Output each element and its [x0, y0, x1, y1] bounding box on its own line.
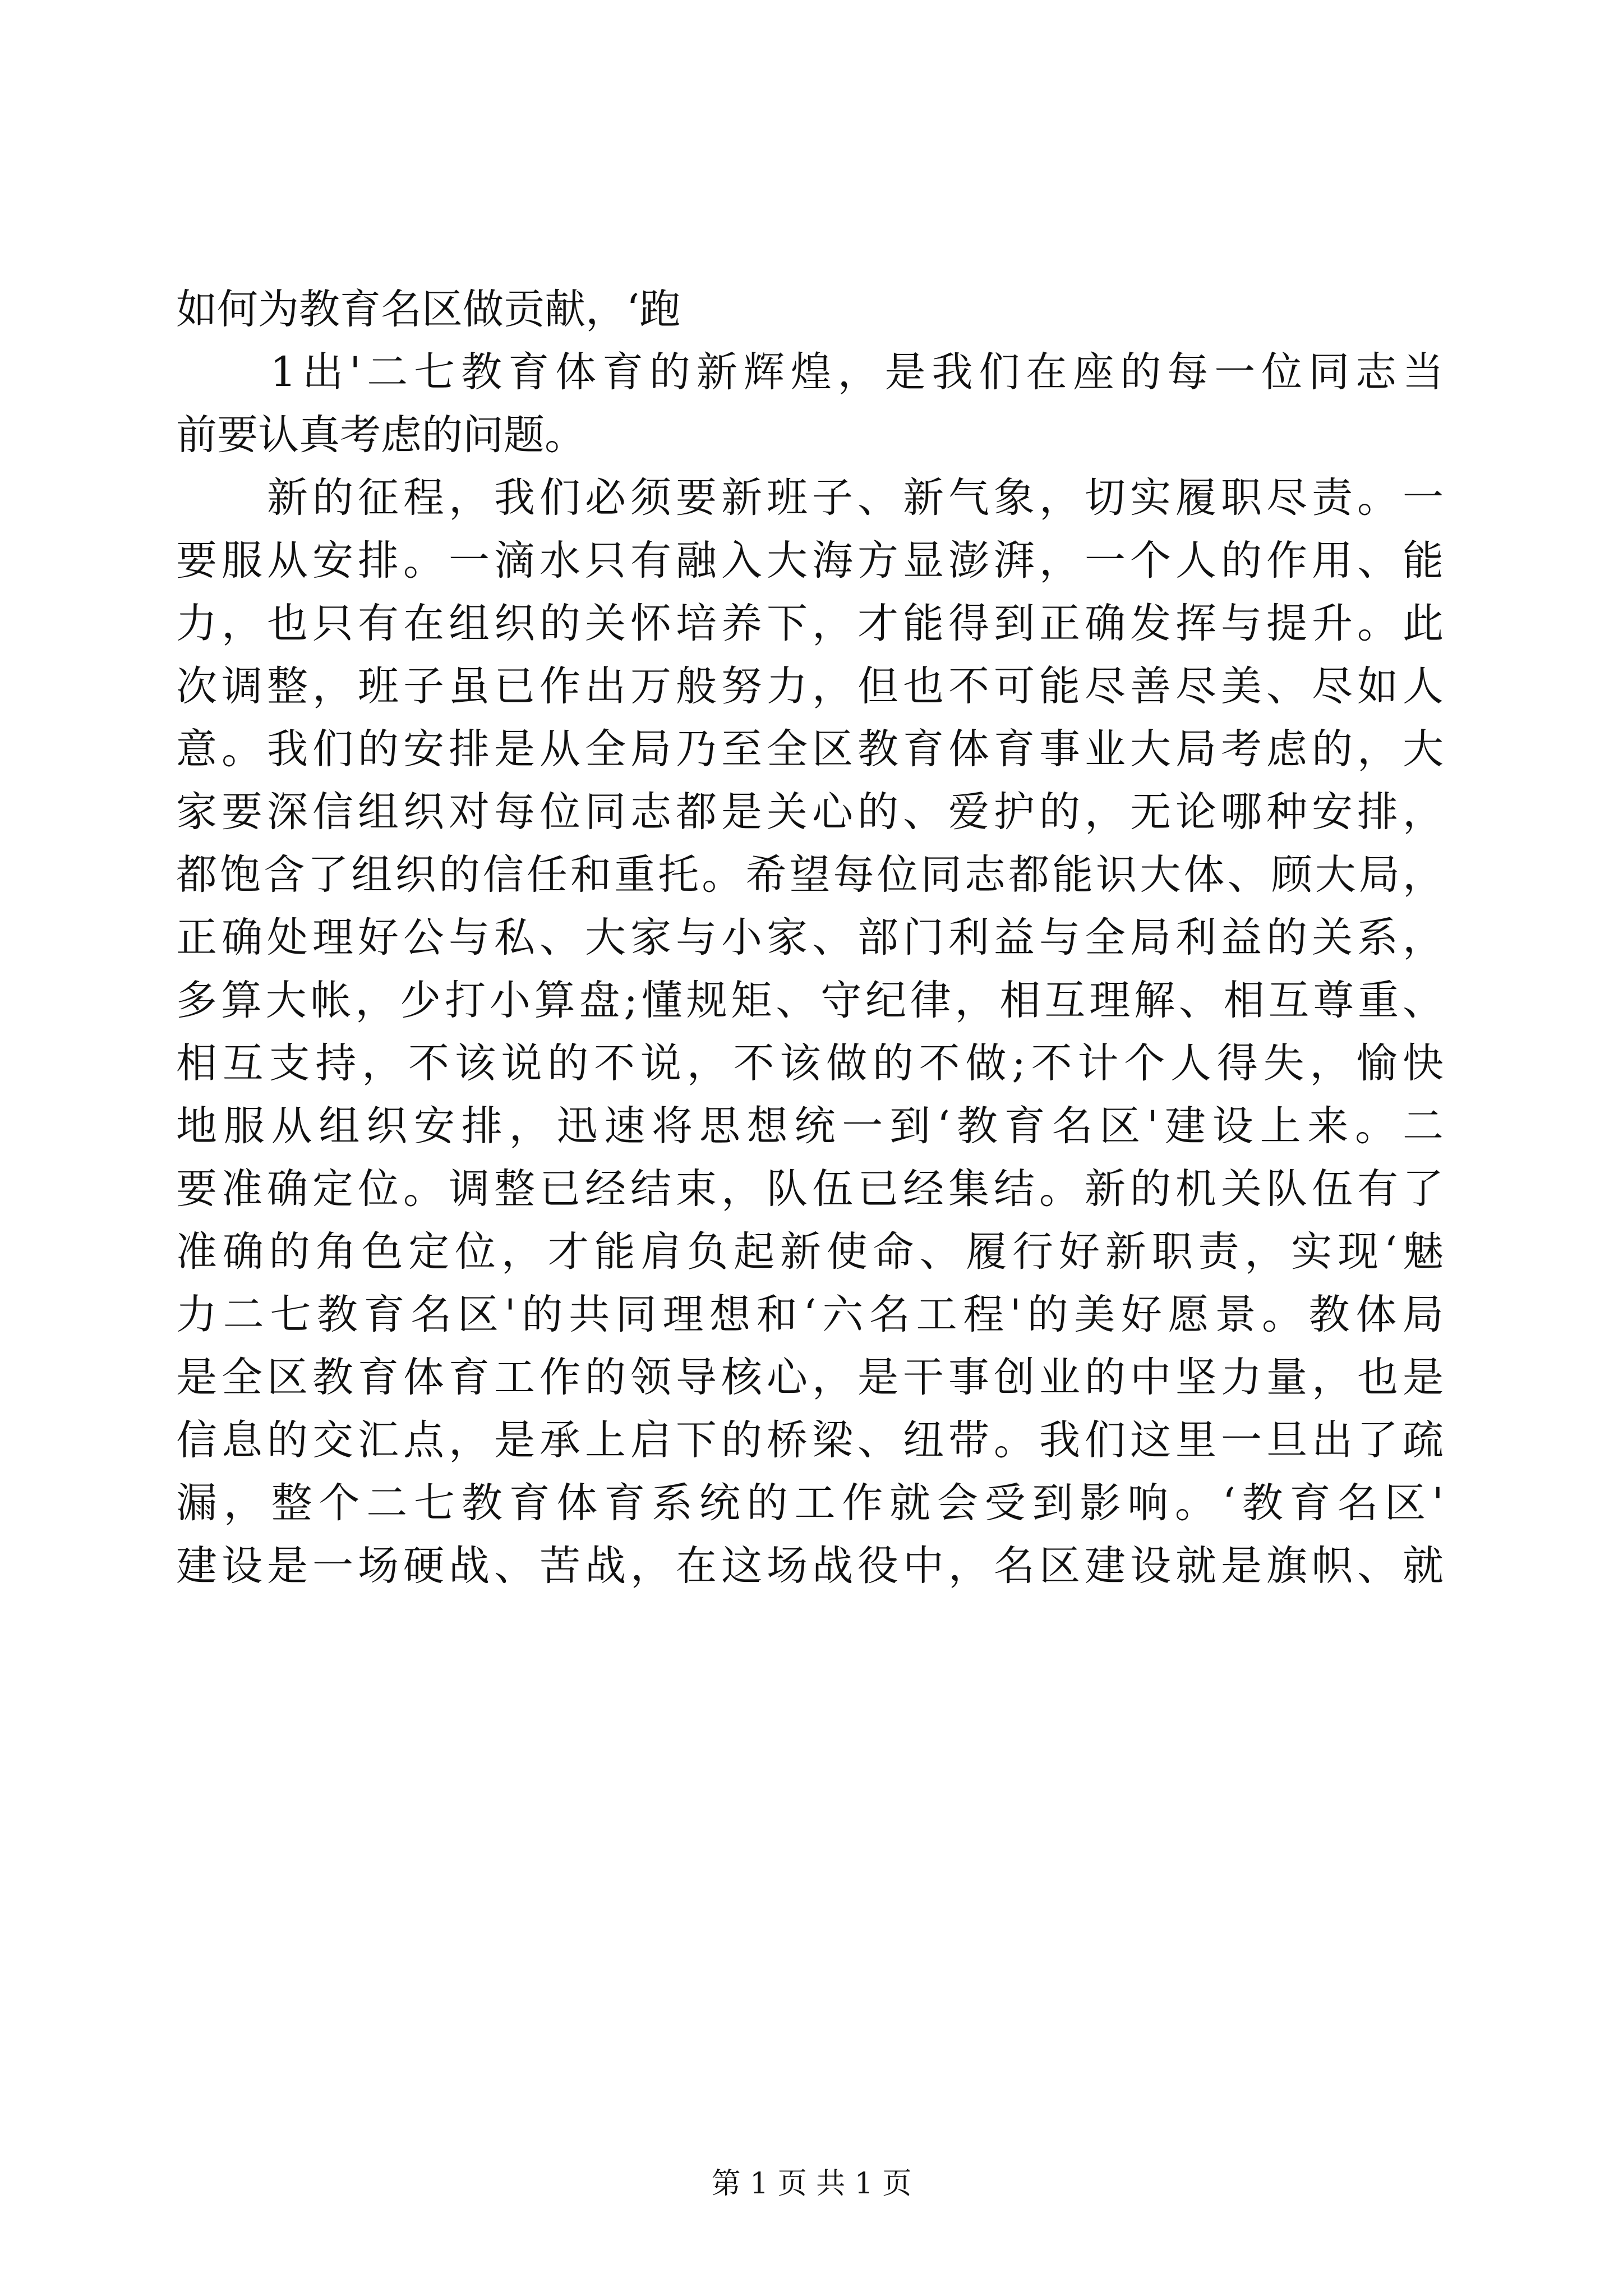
text-line: 要准确定位。调整已经结束，队伍已经集结。新的机关队伍有了 [176, 1165, 1444, 1213]
text-line: 家要深信组织对每位同志都是关心的、爱护的，无论哪种安排， [176, 788, 1444, 836]
text-line: 信息的交汇点，是承上启下的桥梁、纽带。我们这里一旦出了疏 [176, 1416, 1444, 1464]
text-line: 都饱含了组织的信任和重托。希望每位同志都能识大体、顾大局， [176, 851, 1444, 899]
document-body [176, 286, 1444, 1608]
text-line: 要服从安排。一滴水只有融入大海方显澎湃，一个人的作用、能 [176, 537, 1444, 585]
text-line: 多算大帐，少打小算盘;懂规矩、守纪律，相互理解、相互尊重、 [176, 977, 1444, 1024]
text-line: 前要认真考虑的问题。 [176, 411, 585, 459]
text-line: 1出'二七教育体育的新辉煌，是我们在座的每一位同志当 [176, 348, 1444, 396]
text-line: 如何为教育名区做贡献，‘跑 [176, 286, 681, 333]
text-line: 相互支持，不该说的不说，不该做的不做;不计个人得失，愉快 [176, 1039, 1444, 1087]
page-footer: 第 1 页 共 1 页 [711, 2167, 912, 2201]
text-line: 地服从组织安排，迅速将思想统一到‘教育名区'建设上来。二 [176, 1102, 1444, 1150]
text-line: 准确的角色定位，才能肩负起新使命、履行好新职责，实现‘魅 [176, 1228, 1444, 1276]
text-line: 力二七教育名区'的共同理想和‘六名工程'的美好愿景。教体局 [176, 1291, 1444, 1338]
text-line: 次调整，班子虽已作出万般努力，但也不可能尽善尽美、尽如人 [176, 662, 1444, 710]
text-line: 新的征程，我们必须要新班子、新气象，切实履职尽责。一 [176, 474, 1444, 522]
text-line: 是全区教育体育工作的领导核心，是干事创业的中坚力量，也是 [176, 1354, 1444, 1401]
text-line: 正确处理好公与私、大家与小家、部门利益与全局利益的关系， [176, 914, 1444, 961]
text-line: 力，也只有在组织的关怀培养下，才能得到正确发挥与提升。此 [176, 600, 1444, 647]
text-line: 漏，整个二七教育体育系统的工作就会受到影响。‘教育名区' [176, 1479, 1444, 1527]
text-line: 意。我们的安排是从全局乃至全区教育体育事业大局考虑的，大 [176, 725, 1444, 773]
text-line: 建设是一场硬战、苦战，在这场战役中，名区建设就是旗帜、就 [176, 1542, 1444, 1590]
